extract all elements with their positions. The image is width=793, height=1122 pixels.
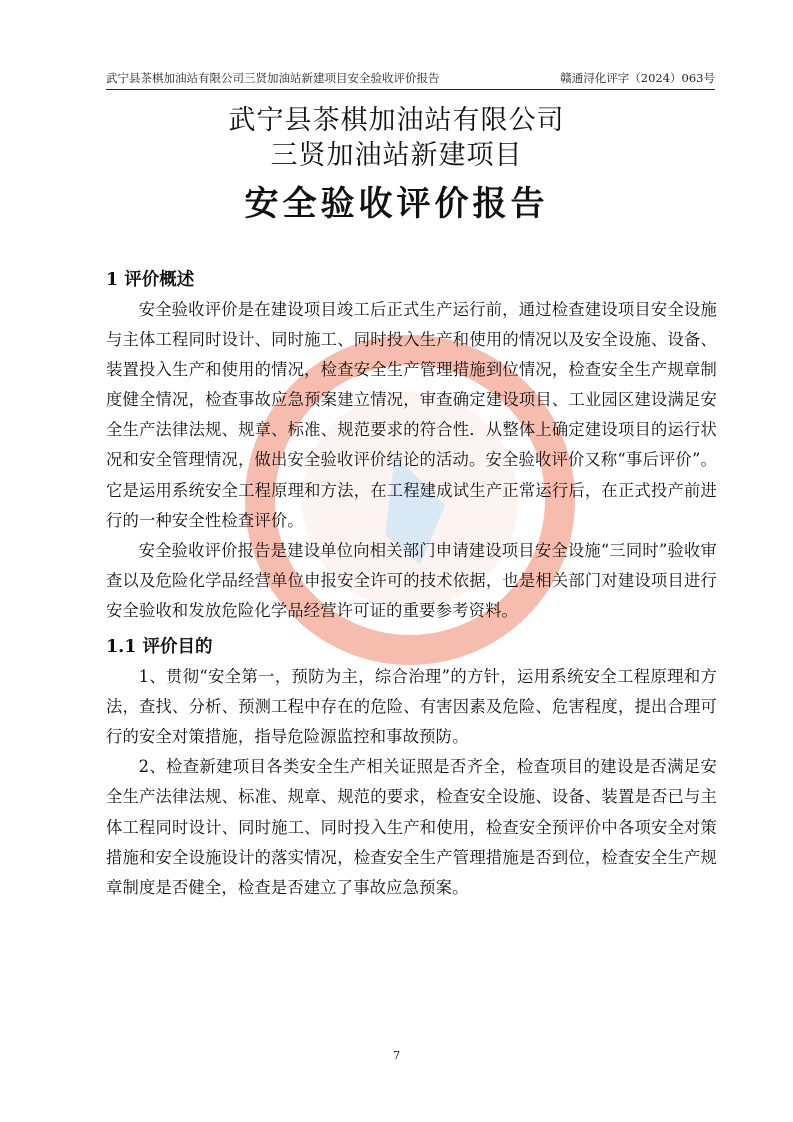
title-company: 武宁县茶棋加油站有限公司 [228,105,565,136]
title-project: 三贤加油站新建项目 [270,140,523,171]
page-header [106,68,715,88]
section-heading: 1 评价概述 [106,270,195,290]
paragraph: 安全验收评价报告是建设单位向相关部门申请建设项目安全设施“三同时”验收审查以及危险化学品经营单位申报安全许可的技术依据，也是相关部门对建设项目进行安全验收和发放危险化学品经营许可证的重要参考资料。 [106,540,717,620]
paragraph: 安全验收评价是在建设项目竣工后正式生产运行前，通过检查建设项目安全设施与主体工程同时设计、同时施工、同时投入生产和使用的情况以及安全设施、设备、装置投入生产和使用的情况，检查安全生产管理措施到位情况，检查安全生产规章制度健全情况，检查事故应急预案建立情况，审查确定建设项目、工业园区建设满足安全生产法律法规、规章、标准、规范要求的符合性．从整体上确定建设项目的运行状况和安全管理情况，做出安全验收评价结论的活动。安全验收评价又称“事后评价”。它是运用系统安全工程原理和方法，在工程建成试生产正常运行后，在正式投产前进行的一种安全性检查评价。 [106,300,717,530]
page-number: 7 [392,1048,401,1062]
section-heading: 1.1 评价目的 [106,637,213,658]
header-left-text: 武宁县茶棋加油站有限公司三贤加油站新建项目安全验收评价报告 [106,71,440,85]
title-report: 安全验收评价报告 [244,184,549,224]
header-divider [106,89,715,90]
document-body [106,265,717,903]
header-right-text: 赣通浔化评字（2024）063号 [560,71,715,85]
paragraph: 2、检查新建项目各类安全生产相关证照是否齐全，检查项目的建设是否满足安全生产法律法规、标准、规章、规范的要求，检查安全设施、设备、装置是否已与主体工程同时设计、同时施工、同时投入生产和使用，检查安全预评价中各项安全对策措施和安全设施设计的落实情况，检查安全生产管理措施是否到位，检查安全生产规章制度是否健全，检查是否建立了事故应急预案。 [106,757,717,897]
paragraph: 1、贯彻“安全第一，预防为主，综合治理”的方针，运用系统安全工程原理和方法，查找、分析、预测工程中存在的危险、有害因素及危险、危害程度，提出合理可行的安全对策措施，指导危险源监控和事故预防。 [106,667,717,747]
